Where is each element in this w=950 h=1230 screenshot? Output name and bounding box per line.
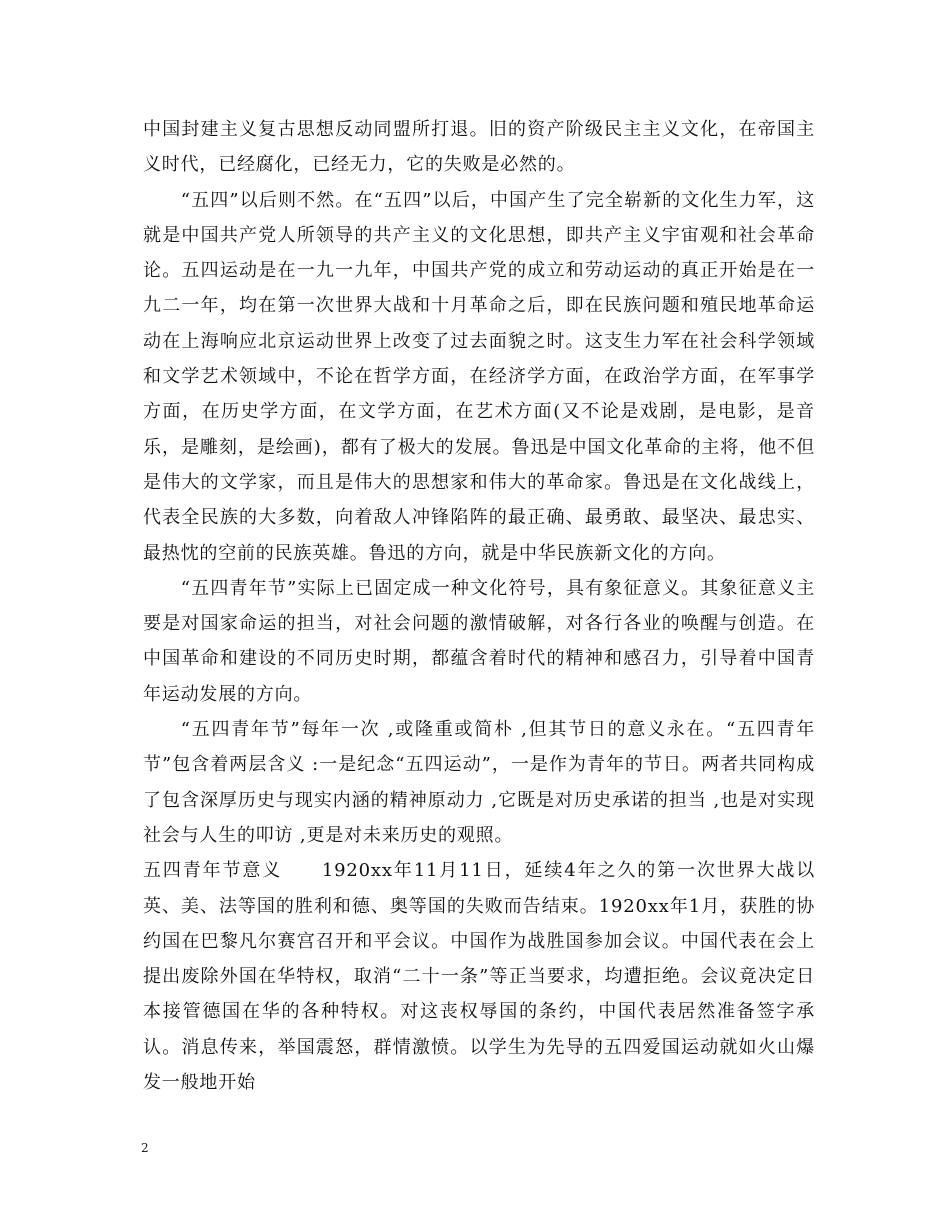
paragraph-continuation: 中国封建主义复古思想反动同盟所打退。旧的资产阶级民主主义文化，在帝国主义时代，已经腐化，已经无力，它的失败是必然的。: [143, 119, 815, 176]
paragraph-youth-day-meaning: “五四青年节”每年一次 ,或隆重或简朴 ,但其节日的意义永在。“五四青年节”包含着两层含义 :一是纪念“五四运动”，一是作为青年的节日。两者共同构成了包含深厚历史与现实内涵的精神原动力 ,它既是对历史承诺的担当 ,也是对实现社会与人生的叩访 ,更是对未来历史的观照。: [143, 719, 815, 846]
paragraph-history: 五四青年节意义 1920xx年11月11日，延续4年之久的第一次世界大战以英、美、法等国的胜利和德、奥等国的失败而告结束。1920xx年1月，获胜的协约国在巴黎凡尔赛宫召开和平会议。中国作为战胜国参加会议。中国代表在会上提出废除外国在华特权，取消“二十一条”等正当要求，均遭拒绝。会议竟决定日本接管德国在华的各种特权。对这丧权辱国的条约，中国代表居然准备签字承认。消息传来，举国震怒，群情激愤。以学生为先导的五四爱国运动就如火山爆发一般地开始: [143, 860, 815, 1094]
body-text: [143, 112, 815, 1100]
paragraph-after-may-fourth: “五四”以后则不然。在“五四”以后，中国产生了完全崭新的文化生力军，这就是中国共产党人所领导的共产主义的文化思想，即共产主义宇宙观和社会革命论。五四运动是在一九一九年，中国共产党的成立和劳动运动的真正开始是在一九二一年，均在第一次世界大战和十月革命之后，即在民族问题和殖民地革命运动在上海响应北京运动世界上改变了过去面貌之时。这支生力军在社会科学领域和文学艺术领域中，不论在哲学方面，在经济学方面，在政治学方面，在军事学方面，在历史学方面，在文学方面，在艺术方面(又不论是戏剧，是电影，是音乐，是雕刻，是绘画)，都有了极大的发展。鲁迅是中国文化革命的主将，他不但是伟大的文学家，而且是伟大的思想家和伟大的革命家。鲁迅是在文化战线上，代表全民族的大多数，向着敌人冲锋陷阵的最正确、最勇敢、最坚决、最忠实、最热忱的空前的民族英雄。鲁迅的方向，就是中华民族新文化的方向。: [143, 189, 815, 564]
paragraph-youth-day-symbol: “五四青年节”实际上已固定成一种文化符号，具有象征意义。其象征意义主要是对国家命运的担当，对社会问题的激情破解，对各行各业的唤醒与创造。在中国革命和建设的不同历史时期，都蕴含着时代的精神和感召力，引导着中国青年运动发展的方向。: [143, 577, 815, 705]
page-number: 2: [141, 1141, 149, 1155]
